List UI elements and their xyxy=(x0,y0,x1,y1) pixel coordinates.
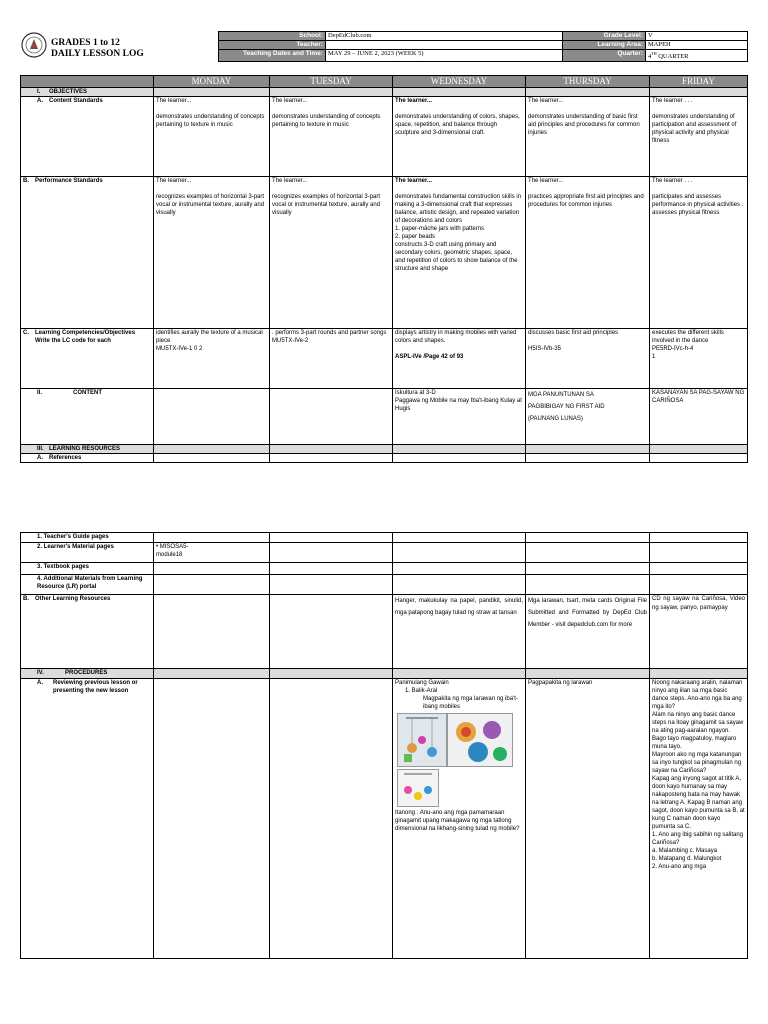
lc-wednesday: displays artistry in making mobiles with varied colors and shapes. ASPL-IVe /Page 42 of 93 xyxy=(393,329,526,389)
other-thursday: Mga larawan, tsart, meta cards Original File Submitted and Formatted by DepEd Club Member - visit depedclub.com for more xyxy=(526,595,650,669)
learning-competencies-label: C. Learning Competencies/Objectives Write the LC code for each xyxy=(21,329,154,389)
additional-materials-label: 4. Additional Materials from Learning Resource (LR) portal xyxy=(21,575,154,595)
lc-friday: executes the different skills involved in the dance PE5RD-IVc-h-4 1 xyxy=(650,329,748,389)
day-wednesday: WEDNESDAY xyxy=(393,76,526,88)
document-title: GRADES 1 to 12 DAILY LESSON LOG xyxy=(51,38,144,59)
other-resources-label: B. Other Learning Resources xyxy=(21,595,154,669)
dates-value: MAY 29 – JUNE 2, 2023 (WEEK 5) xyxy=(326,50,563,62)
day-monday: MONDAY xyxy=(154,76,270,88)
lm-monday: • MISOSA5- module18 xyxy=(154,543,270,563)
grade-value: V xyxy=(646,32,748,41)
lc-thursday: discusses basic first aid principles H5IS-IVb-35 xyxy=(526,329,650,389)
lesson-grid-bottom xyxy=(20,532,748,959)
perf-std-thursday: The learner... practices appropriate first aid principles and procedures for common injuries xyxy=(526,177,650,329)
area-value: MAPEH xyxy=(646,41,748,50)
other-friday: CD ng sayaw na Cariñosa, Video ng sayaw, panyo, pamaypay xyxy=(650,595,748,669)
mobiles-photos xyxy=(397,713,513,807)
quarter-label: Quarter: xyxy=(563,50,646,62)
content-label: II. CONTENT xyxy=(21,389,154,445)
content-std-tuesday: The learner... demonstrates understanding of concepts pertaining to texture in music xyxy=(270,97,393,177)
other-wednesday: Hanger, makukulay na papel, pandikit, sinulid, mga patapong bagay tulad ng straw at tansan xyxy=(393,595,526,669)
learners-material-label: 2. Learner's Material pages xyxy=(21,543,154,563)
review-wednesday: Panimulang Gawain 1. Balik-Aral Magpakita ng mga larawan ng iba't-ibang mobiles Itanong : Anu-ano ang mga pamamaraan ginagamit upang makagawa ng mga tatlong dimensional na likhang-sining tulad ng mobile? xyxy=(393,679,526,959)
procedures-label: IV. PROCEDURES xyxy=(21,669,154,679)
perf-std-tuesday: The learner... recognizes examples of horizontal 3-part vocal or instrumental texture, aurally and visually xyxy=(270,177,393,329)
lesson-grid-top xyxy=(20,75,748,463)
review-friday: Noong nakaraang aralin, nalaman ninyo ang iilan sa mga basic dance steps. Ano-ano nga ba ang mga ito? Alam na ninyo ang basic dance steps na itoay ginagamit sa sayaw na ating pag-aaralan ngayon. Bago tayo magpatuloy, maglaro muna tayo. Mayroon ako ng mga katanungan sa inyo tungkol sa pinagmulan ng sayaw na Cariñosa? Kapag ang inyong sagot at titik A, doon kayo humanay sa may nakaposteng bata na may hawak na letrang A. Kapag B naman ang sagot, doon kayo pumunta sa B, at kung C naman doon kayo pumunta sa C. 1. Ano ang ibig sabihin ng salitang Cariñosa? a. Malambing c. Masaya b. Matapang d. Malungkot 2. Anu-ano ang mga xyxy=(650,679,748,959)
references-label: A. References xyxy=(21,454,154,463)
teachers-guide-label: 1. Teacher's Guide pages xyxy=(21,533,154,543)
area-label: Learning Area: xyxy=(563,41,646,50)
textbook-pages-label: 3. Textbook pages xyxy=(21,563,154,575)
perf-std-wednesday: The learner... demonstrates fundamental construction skills in making a 3-dimensional craft that expresses balance, artistic design, and repeated variation of decorations and colors 1. paper-mâche jars with patterns 2. paper beads constructs 3-D craft using primary and secondary colors, geometric shapes, space, and repetition of colors to show balance of the structure and shape xyxy=(393,177,526,329)
review-thursday: Pagpapakita ng larawan xyxy=(526,679,650,959)
teacher-label: Teacher: xyxy=(219,41,326,50)
perf-std-monday: The learner... recognizes examples of horizontal 3-part vocal or instrumental texture, aurally and visually xyxy=(154,177,270,329)
content-wednesday: Iskultura at 3-D Paggawa ng Mobile na may Iba't-ibang Kulay at Hugis xyxy=(393,389,526,445)
info-table xyxy=(218,31,748,62)
dates-label: Teaching Dates and Time: xyxy=(219,50,326,62)
performance-standards-label: B. Performance Standards xyxy=(21,177,154,329)
school-value: DepEdClub.com xyxy=(326,32,563,41)
day-thursday: THURSDAY xyxy=(526,76,650,88)
teacher-value xyxy=(326,41,563,50)
day-friday: FRIDAY xyxy=(650,76,748,88)
review-label: A. Reviewing previous lesson or presenting the new lesson xyxy=(21,679,154,959)
content-std-wednesday: The learner... demonstrates understanding of colors, shapes, space, repetition, and balance through sculpture and 3-dimensional craft. xyxy=(393,97,526,177)
school-label: School: xyxy=(219,32,326,41)
day-tuesday: TUESDAY xyxy=(270,76,393,88)
learning-resources-label: III. LEARNING RESOURCES xyxy=(21,445,154,454)
deped-seal-icon xyxy=(21,31,47,59)
lc-tuesday: . performs 3-part rounds and partner songs MU5TX-IVe-2 xyxy=(270,329,393,389)
lc-monday: identifies aurally the texture of a musical piece MU5TX-IVe-1 0 2 xyxy=(154,329,270,389)
quarter-value: 4TH QUARTER xyxy=(646,50,748,62)
mobile-photo-2 xyxy=(447,713,513,767)
objectives-label: I. OBJECTIVES xyxy=(21,88,154,97)
perf-std-friday: The learner . . . participates and assesses performance in physical activities . assesses physical fitness xyxy=(650,177,748,329)
content-std-thursday: The learner... demonstrates understanding of basic first aid principles and procedures for common injuries xyxy=(526,97,650,177)
content-standards-label: A. Content Standards xyxy=(21,97,154,177)
grade-label: Grade Level: xyxy=(563,32,646,41)
mobile-photo-1 xyxy=(397,713,447,767)
content-std-monday: The learner... demonstrates understanding of concepts pertaining to texture in music xyxy=(154,97,270,177)
content-friday: KASANAYAN SA PAG-SAYAW NG CARIÑOSA xyxy=(650,389,748,445)
mobile-photo-3 xyxy=(397,769,439,807)
content-std-friday: The learner . . . demonstrates understanding of participation and assessment of physical activity and physical fitness xyxy=(650,97,748,177)
content-thursday: MGA PANUNTUNAN SA PAGBIBIGAY NG FIRST AID (PAUNANG LUNAS) xyxy=(526,389,650,445)
